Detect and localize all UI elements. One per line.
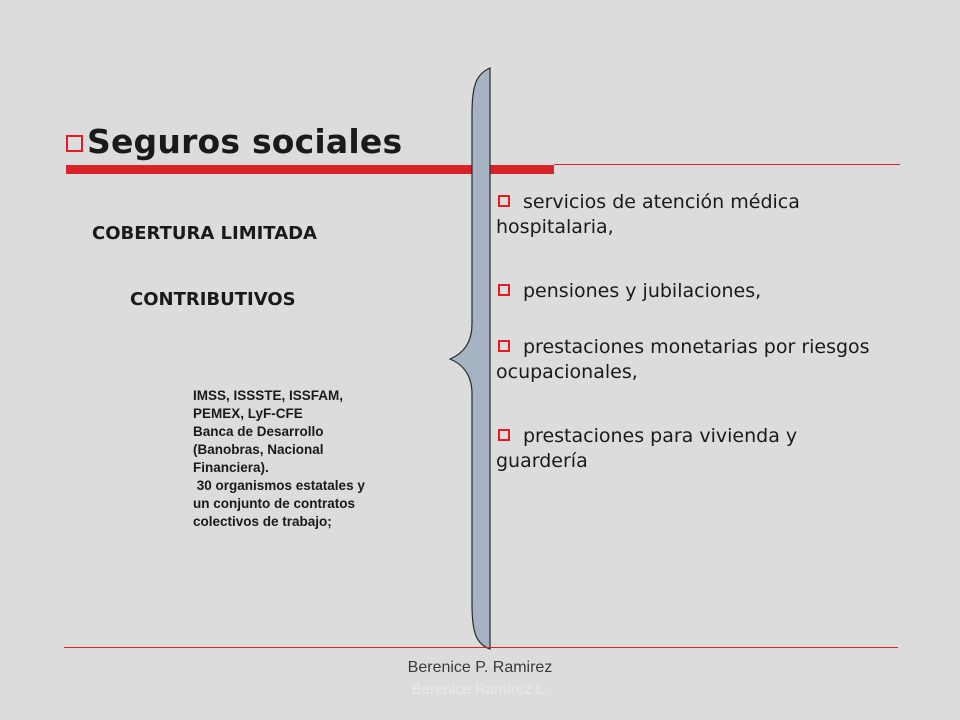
institution-line: PEMEX, LyF-CFE <box>193 406 303 421</box>
heading-contributivos: CONTRIBUTIVOS <box>130 289 296 310</box>
bullet-text: prestaciones para vivienda y guardería <box>496 425 798 472</box>
square-bullet-icon <box>498 284 510 296</box>
curly-brace-icon <box>448 66 498 651</box>
footer-watermark: Berenice Ramírez L. <box>411 681 549 698</box>
slide-title: Seguros sociales <box>87 122 403 161</box>
institution-line: 30 organismos estatales y <box>193 478 365 493</box>
institutions-list <box>193 387 408 531</box>
title-rule-line <box>554 164 900 165</box>
bullet-text: pensiones y jubilaciones, <box>523 280 762 302</box>
footer-rule-line <box>64 647 898 648</box>
heading-cobertura: COBERTURA LIMITADA <box>92 223 317 244</box>
bullet-item <box>496 424 876 474</box>
institution-line: Financiera). <box>193 460 269 475</box>
institution-line: un conjunto de contratos <box>193 496 355 511</box>
bullet-text: prestaciones monetarias por riesgos ocupacionales, <box>496 336 870 383</box>
institution-line: IMSS, ISSSTE, ISSFAM, <box>193 388 344 403</box>
bullet-item <box>496 335 876 385</box>
square-bullet-icon <box>498 429 510 441</box>
institution-line: Banca de Desarrollo <box>193 424 324 439</box>
bullet-text: servicios de atención médica hospitalaria, <box>496 191 800 238</box>
institution-line: colectivos de trabajo; <box>193 514 332 529</box>
institution-line: (Banobras, Nacional <box>193 442 324 457</box>
bullet-list <box>496 190 876 513</box>
bullet-item <box>496 190 876 240</box>
square-bullet-icon <box>66 135 83 152</box>
title-row <box>66 122 402 161</box>
bullet-item <box>496 279 876 304</box>
footer-author: Berenice P. Ramirez <box>407 659 553 676</box>
square-bullet-icon <box>498 340 510 352</box>
square-bullet-icon <box>498 195 510 207</box>
